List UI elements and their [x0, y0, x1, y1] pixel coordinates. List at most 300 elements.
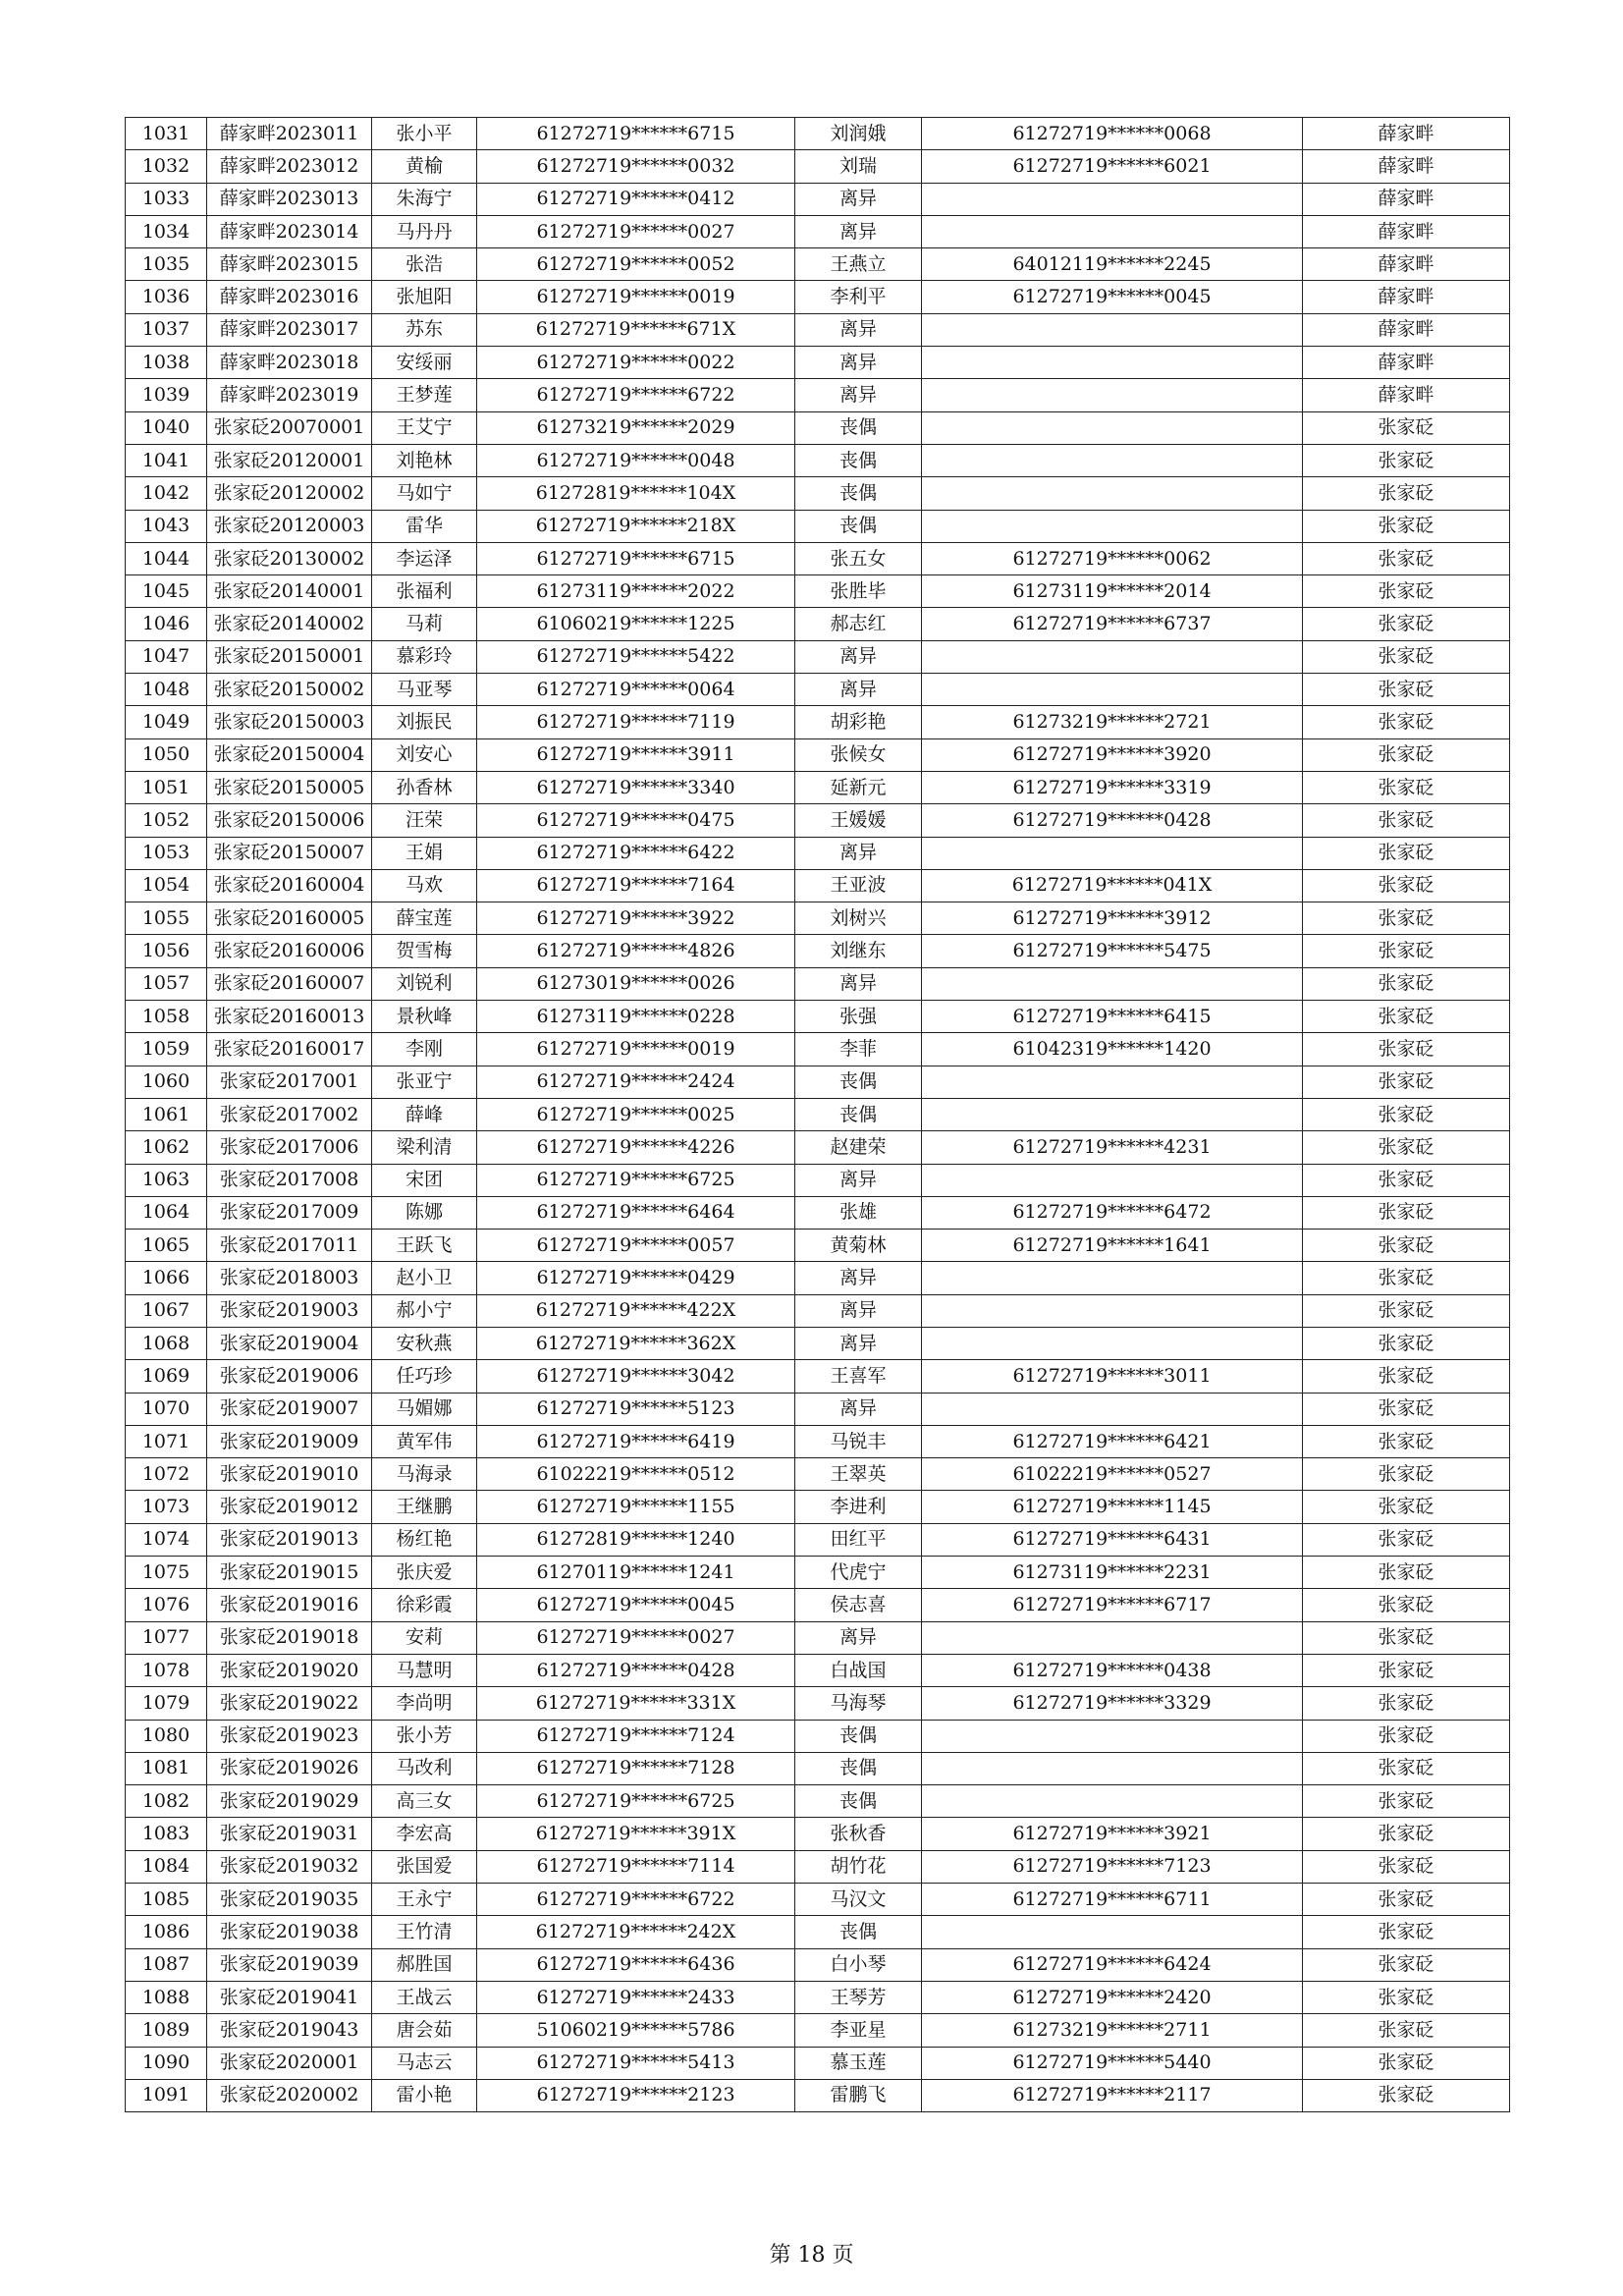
- household-code-cell: 张家砭2019026: [207, 1752, 372, 1784]
- applicant-name-cell: 李运泽: [372, 542, 477, 574]
- village-name-cell: 张家砭: [1303, 935, 1510, 967]
- spouse-name-cell: 离异: [795, 379, 922, 411]
- applicant-name-cell: 刘安心: [372, 738, 477, 771]
- spouse-name-cell: 张雄: [795, 1196, 922, 1229]
- table-row: [126, 1981, 1510, 2013]
- household-code-cell: 张家砭2019018: [207, 1621, 372, 1654]
- household-code-cell: 薛家畔2023014: [207, 215, 372, 247]
- spouse-id-cell: 61272719******6415: [922, 1001, 1303, 1033]
- household-code-cell: 张家砭20140002: [207, 608, 372, 640]
- household-code-cell: 张家砭2020002: [207, 2079, 372, 2111]
- spouse-name-cell: 丧偶: [795, 1785, 922, 1818]
- applicant-id-cell: 51060219******5786: [477, 2014, 795, 2047]
- village-name-cell: 张家砭: [1303, 1720, 1510, 1752]
- applicant-id-cell: 61272719******0019: [477, 281, 795, 313]
- household-code-cell: 张家砭20160017: [207, 1033, 372, 1066]
- spouse-name-cell: 离异: [795, 640, 922, 673]
- village-name-cell: 张家砭: [1303, 1131, 1510, 1164]
- village-name-cell: 张家砭: [1303, 967, 1510, 1000]
- applicant-name-cell: 马媚娜: [372, 1393, 477, 1425]
- row-number-cell: 1046: [126, 608, 207, 640]
- village-name-cell: 张家砭: [1303, 411, 1510, 444]
- row-number-cell: 1040: [126, 411, 207, 444]
- spouse-id-cell: 61022219******0527: [922, 1458, 1303, 1491]
- household-code-cell: 张家砭2019035: [207, 1884, 372, 1916]
- spouse-name-cell: 王媛媛: [795, 804, 922, 837]
- applicant-id-cell: 61273019******0026: [477, 967, 795, 1000]
- applicant-id-cell: 61272719******0052: [477, 248, 795, 281]
- applicant-name-cell: 景秋峰: [372, 1001, 477, 1033]
- spouse-name-cell: 黄菊林: [795, 1230, 922, 1262]
- applicant-id-cell: 61272719******0022: [477, 347, 795, 379]
- spouse-name-cell: 张候女: [795, 738, 922, 771]
- village-name-cell: 薛家畔: [1303, 215, 1510, 247]
- applicant-name-cell: 黄军伟: [372, 1425, 477, 1457]
- applicant-id-cell: 61273119******2022: [477, 575, 795, 608]
- table-row: [126, 869, 1510, 902]
- applicant-name-cell: 赵小卫: [372, 1262, 477, 1294]
- household-code-cell: 薛家畔2023012: [207, 150, 372, 183]
- spouse-name-cell: 离异: [795, 215, 922, 247]
- village-name-cell: 张家砭: [1303, 837, 1510, 869]
- applicant-id-cell: 61272719******0429: [477, 1262, 795, 1294]
- applicant-name-cell: 马志云: [372, 2047, 477, 2079]
- row-number-cell: 1033: [126, 183, 207, 215]
- applicant-name-cell: 安莉: [372, 1621, 477, 1654]
- applicant-id-cell: 61272719******2433: [477, 1981, 795, 2013]
- applicant-id-cell: 61272819******1240: [477, 1523, 795, 1556]
- spouse-id-cell: [922, 411, 1303, 444]
- village-name-cell: 张家砭: [1303, 771, 1510, 803]
- table-row: [126, 1098, 1510, 1130]
- household-code-cell: 张家砭20150005: [207, 771, 372, 803]
- applicant-id-cell: 61060219******1225: [477, 608, 795, 640]
- spouse-name-cell: 离异: [795, 313, 922, 346]
- applicant-name-cell: 马亚琴: [372, 674, 477, 706]
- spouse-name-cell: 白战国: [795, 1654, 922, 1686]
- spouse-id-cell: [922, 640, 1303, 673]
- row-number-cell: 1089: [126, 2014, 207, 2047]
- spouse-name-cell: 王喜军: [795, 1360, 922, 1393]
- applicant-name-cell: 安秋燕: [372, 1327, 477, 1359]
- applicant-id-cell: 61272819******104X: [477, 477, 795, 510]
- row-number-cell: 1034: [126, 215, 207, 247]
- village-name-cell: 张家砭: [1303, 1785, 1510, 1818]
- household-code-cell: 张家砭2019013: [207, 1523, 372, 1556]
- applicant-id-cell: 61272719******5413: [477, 2047, 795, 2079]
- household-code-cell: 张家砭2019031: [207, 1818, 372, 1850]
- household-code-cell: 张家砭20120003: [207, 510, 372, 542]
- household-code-cell: 张家砭2019032: [207, 1850, 372, 1883]
- applicant-id-cell: 61272719******6419: [477, 1425, 795, 1457]
- village-name-cell: 薛家畔: [1303, 313, 1510, 346]
- spouse-name-cell: 离异: [795, 1294, 922, 1327]
- household-code-cell: 薛家畔2023019: [207, 379, 372, 411]
- household-code-cell: 张家砭20160007: [207, 967, 372, 1000]
- applicant-id-cell: 61272719******242X: [477, 1916, 795, 1948]
- household-code-cell: 薛家畔2023016: [207, 281, 372, 313]
- spouse-id-cell: [922, 510, 1303, 542]
- spouse-id-cell: 61272719******6421: [922, 1425, 1303, 1457]
- applicant-id-cell: 61272719******7114: [477, 1850, 795, 1883]
- village-name-cell: 张家砭: [1303, 1884, 1510, 1916]
- applicant-id-cell: 61272719******3340: [477, 771, 795, 803]
- spouse-id-cell: 61272719******6711: [922, 1884, 1303, 1916]
- table-row: [126, 281, 1510, 313]
- applicant-id-cell: 61272719******0428: [477, 1654, 795, 1686]
- row-number-cell: 1053: [126, 837, 207, 869]
- applicant-id-cell: 61272719******5422: [477, 640, 795, 673]
- records-table-body: [126, 118, 1510, 2112]
- spouse-name-cell: 李菲: [795, 1033, 922, 1066]
- table-row: [126, 1589, 1510, 1621]
- spouse-name-cell: 离异: [795, 837, 922, 869]
- applicant-id-cell: 61272719******671X: [477, 313, 795, 346]
- spouse-name-cell: 郝志红: [795, 608, 922, 640]
- applicant-name-cell: 马改利: [372, 1752, 477, 1784]
- spouse-id-cell: [922, 1066, 1303, 1098]
- spouse-id-cell: 61042319******1420: [922, 1033, 1303, 1066]
- village-name-cell: 张家砭: [1303, 1360, 1510, 1393]
- village-name-cell: 张家砭: [1303, 1230, 1510, 1262]
- row-number-cell: 1088: [126, 1981, 207, 2013]
- household-code-cell: 薛家畔2023013: [207, 183, 372, 215]
- village-name-cell: 张家砭: [1303, 804, 1510, 837]
- applicant-id-cell: 61272719******331X: [477, 1687, 795, 1720]
- village-name-cell: 张家砭: [1303, 542, 1510, 574]
- row-number-cell: 1078: [126, 1654, 207, 1686]
- spouse-name-cell: 离异: [795, 183, 922, 215]
- spouse-id-cell: 61272719******0438: [922, 1654, 1303, 1686]
- applicant-name-cell: 张浩: [372, 248, 477, 281]
- applicant-id-cell: 61272719******7128: [477, 1752, 795, 1784]
- row-number-cell: 1067: [126, 1294, 207, 1327]
- row-number-cell: 1071: [126, 1425, 207, 1457]
- row-number-cell: 1031: [126, 118, 207, 150]
- table-row: [126, 477, 1510, 510]
- applicant-id-cell: 61272719******0027: [477, 1621, 795, 1654]
- row-number-cell: 1084: [126, 1850, 207, 1883]
- table-row: [126, 379, 1510, 411]
- spouse-name-cell: 丧偶: [795, 510, 922, 542]
- village-name-cell: 张家砭: [1303, 1327, 1510, 1359]
- table-row: [126, 1196, 1510, 1229]
- spouse-name-cell: 田红平: [795, 1523, 922, 1556]
- village-name-cell: 张家砭: [1303, 1098, 1510, 1130]
- spouse-id-cell: [922, 183, 1303, 215]
- applicant-id-cell: 61272719******7119: [477, 706, 795, 738]
- table-row: [126, 837, 1510, 869]
- household-code-cell: 张家砭2019029: [207, 1785, 372, 1818]
- spouse-name-cell: 丧偶: [795, 1098, 922, 1130]
- spouse-id-cell: 61273119******2014: [922, 575, 1303, 608]
- village-name-cell: 薛家畔: [1303, 118, 1510, 150]
- household-code-cell: 张家砭20140001: [207, 575, 372, 608]
- applicant-id-cell: 61272719******4826: [477, 935, 795, 967]
- row-number-cell: 1072: [126, 1458, 207, 1491]
- village-name-cell: 张家砭: [1303, 1981, 1510, 2013]
- village-name-cell: 张家砭: [1303, 1687, 1510, 1720]
- village-name-cell: 薛家畔: [1303, 379, 1510, 411]
- spouse-id-cell: [922, 347, 1303, 379]
- applicant-id-cell: 61272719******6725: [477, 1164, 795, 1196]
- household-code-cell: 薛家畔2023017: [207, 313, 372, 346]
- row-number-cell: 1043: [126, 510, 207, 542]
- table-row: [126, 1458, 1510, 1491]
- row-number-cell: 1070: [126, 1393, 207, 1425]
- row-number-cell: 1039: [126, 379, 207, 411]
- spouse-id-cell: 61272719******6472: [922, 1196, 1303, 1229]
- row-number-cell: 1080: [126, 1720, 207, 1752]
- applicant-name-cell: 高三女: [372, 1785, 477, 1818]
- applicant-name-cell: 汪荣: [372, 804, 477, 837]
- table-row: [126, 1785, 1510, 1818]
- row-number-cell: 1076: [126, 1589, 207, 1621]
- applicant-name-cell: 王永宁: [372, 1884, 477, 1916]
- table-row: [126, 1164, 1510, 1196]
- village-name-cell: 张家砭: [1303, 1850, 1510, 1883]
- village-name-cell: 张家砭: [1303, 1196, 1510, 1229]
- table-row: [126, 674, 1510, 706]
- spouse-id-cell: 61273219******2711: [922, 2014, 1303, 2047]
- row-number-cell: 1052: [126, 804, 207, 837]
- household-code-cell: 张家砭2018003: [207, 1262, 372, 1294]
- applicant-name-cell: 马丹丹: [372, 215, 477, 247]
- spouse-name-cell: 雷鹏飞: [795, 2079, 922, 2111]
- spouse-id-cell: [922, 1327, 1303, 1359]
- row-number-cell: 1064: [126, 1196, 207, 1229]
- table-row: [126, 1557, 1510, 1589]
- spouse-id-cell: 61272719******041X: [922, 869, 1303, 902]
- applicant-name-cell: 刘振民: [372, 706, 477, 738]
- table-row: [126, 1066, 1510, 1098]
- household-code-cell: 张家砭20150002: [207, 674, 372, 706]
- applicant-id-cell: 61272719******0048: [477, 444, 795, 476]
- spouse-name-cell: 张五女: [795, 542, 922, 574]
- spouse-name-cell: 马汉文: [795, 1884, 922, 1916]
- row-number-cell: 1037: [126, 313, 207, 346]
- row-number-cell: 1085: [126, 1884, 207, 1916]
- household-code-cell: 张家砭2019023: [207, 1720, 372, 1752]
- spouse-id-cell: [922, 1916, 1303, 1948]
- applicant-id-cell: 61272719******0027: [477, 215, 795, 247]
- row-number-cell: 1082: [126, 1785, 207, 1818]
- household-code-cell: 张家砭20070001: [207, 411, 372, 444]
- table-row: [126, 1294, 1510, 1327]
- spouse-id-cell: 61273219******2721: [922, 706, 1303, 738]
- applicant-id-cell: 61272719******6715: [477, 118, 795, 150]
- table-row: [126, 1491, 1510, 1523]
- spouse-id-cell: [922, 1752, 1303, 1784]
- applicant-name-cell: 马海录: [372, 1458, 477, 1491]
- village-name-cell: 张家砭: [1303, 575, 1510, 608]
- row-number-cell: 1065: [126, 1230, 207, 1262]
- village-name-cell: 张家砭: [1303, 444, 1510, 476]
- applicant-id-cell: 61273119******0228: [477, 1001, 795, 1033]
- spouse-id-cell: 61272719******2420: [922, 1981, 1303, 2013]
- applicant-name-cell: 张国爱: [372, 1850, 477, 1883]
- spouse-name-cell: 刘润娥: [795, 118, 922, 150]
- row-number-cell: 1063: [126, 1164, 207, 1196]
- applicant-name-cell: 薛宝莲: [372, 902, 477, 935]
- applicant-name-cell: 李刚: [372, 1033, 477, 1066]
- household-code-cell: 张家砭2017002: [207, 1098, 372, 1130]
- spouse-id-cell: [922, 477, 1303, 510]
- row-number-cell: 1056: [126, 935, 207, 967]
- table-row: [126, 1752, 1510, 1784]
- household-code-cell: 张家砭2019009: [207, 1425, 372, 1457]
- applicant-id-cell: 61272719******0045: [477, 1589, 795, 1621]
- household-code-cell: 张家砭2017008: [207, 1164, 372, 1196]
- household-code-cell: 张家砭20150003: [207, 706, 372, 738]
- village-name-cell: 薛家畔: [1303, 281, 1510, 313]
- row-number-cell: 1091: [126, 2079, 207, 2111]
- spouse-id-cell: 61272719******6737: [922, 608, 1303, 640]
- household-code-cell: 张家砭20150001: [207, 640, 372, 673]
- applicant-name-cell: 徐彩霞: [372, 1589, 477, 1621]
- row-number-cell: 1068: [126, 1327, 207, 1359]
- household-code-cell: 张家砭20160006: [207, 935, 372, 967]
- spouse-name-cell: 离异: [795, 1262, 922, 1294]
- village-name-cell: 张家砭: [1303, 706, 1510, 738]
- applicant-name-cell: 王梦莲: [372, 379, 477, 411]
- household-code-cell: 张家砭20120001: [207, 444, 372, 476]
- applicant-name-cell: 宋团: [372, 1164, 477, 1196]
- row-number-cell: 1090: [126, 2047, 207, 2079]
- row-number-cell: 1050: [126, 738, 207, 771]
- row-number-cell: 1049: [126, 706, 207, 738]
- spouse-id-cell: [922, 1098, 1303, 1130]
- table-row: [126, 1720, 1510, 1752]
- village-name-cell: 薛家畔: [1303, 347, 1510, 379]
- row-number-cell: 1047: [126, 640, 207, 673]
- household-code-cell: 张家砭2019039: [207, 1948, 372, 1981]
- table-row: [126, 967, 1510, 1000]
- applicant-id-cell: 61272719******0475: [477, 804, 795, 837]
- household-code-cell: 张家砭20160005: [207, 902, 372, 935]
- applicant-name-cell: 王娟: [372, 837, 477, 869]
- table-row: [126, 1360, 1510, 1393]
- spouse-id-cell: 61272719******3920: [922, 738, 1303, 771]
- table-row: [126, 1523, 1510, 1556]
- applicant-id-cell: 61272719******3911: [477, 738, 795, 771]
- village-name-cell: 张家砭: [1303, 869, 1510, 902]
- spouse-id-cell: 61272719******7123: [922, 1850, 1303, 1883]
- village-name-cell: 张家砭: [1303, 1425, 1510, 1457]
- household-code-cell: 张家砭20160004: [207, 869, 372, 902]
- applicant-id-cell: 61272719******0412: [477, 183, 795, 215]
- applicant-name-cell: 张庆爱: [372, 1557, 477, 1589]
- spouse-id-cell: 61272719******0045: [922, 281, 1303, 313]
- row-number-cell: 1041: [126, 444, 207, 476]
- applicant-name-cell: 王竹清: [372, 1916, 477, 1948]
- applicant-id-cell: 61272719******7164: [477, 869, 795, 902]
- village-name-cell: 薛家畔: [1303, 183, 1510, 215]
- applicant-name-cell: 马欢: [372, 869, 477, 902]
- applicant-id-cell: 61272719******362X: [477, 1327, 795, 1359]
- spouse-id-cell: [922, 1720, 1303, 1752]
- village-name-cell: 张家砭: [1303, 1654, 1510, 1686]
- applicant-id-cell: 61272719******2123: [477, 2079, 795, 2111]
- spouse-name-cell: 离异: [795, 967, 922, 1000]
- row-number-cell: 1055: [126, 902, 207, 935]
- applicant-id-cell: 61272719******1155: [477, 1491, 795, 1523]
- table-row: [126, 542, 1510, 574]
- row-number-cell: 1032: [126, 150, 207, 183]
- spouse-id-cell: 64012119******2245: [922, 248, 1303, 281]
- applicant-name-cell: 朱海宁: [372, 183, 477, 215]
- row-number-cell: 1086: [126, 1916, 207, 1948]
- village-name-cell: 张家砭: [1303, 1818, 1510, 1850]
- row-number-cell: 1042: [126, 477, 207, 510]
- village-name-cell: 张家砭: [1303, 477, 1510, 510]
- spouse-name-cell: 马海琴: [795, 1687, 922, 1720]
- table-row: [126, 2014, 1510, 2047]
- spouse-name-cell: 丧偶: [795, 477, 922, 510]
- village-name-cell: 张家砭: [1303, 1033, 1510, 1066]
- spouse-name-cell: 胡竹花: [795, 1850, 922, 1883]
- table-row: [126, 2079, 1510, 2111]
- spouse-id-cell: 61272719******3011: [922, 1360, 1303, 1393]
- applicant-name-cell: 王跃飞: [372, 1230, 477, 1262]
- row-number-cell: 1081: [126, 1752, 207, 1784]
- applicant-name-cell: 王战云: [372, 1981, 477, 2013]
- household-code-cell: 张家砭2019038: [207, 1916, 372, 1948]
- spouse-name-cell: 代虎宁: [795, 1557, 922, 1589]
- spouse-name-cell: 离异: [795, 674, 922, 706]
- applicant-id-cell: 61272719******7124: [477, 1720, 795, 1752]
- applicant-name-cell: 刘锐利: [372, 967, 477, 1000]
- spouse-name-cell: 丧偶: [795, 1752, 922, 1784]
- applicant-id-cell: 61272719******6422: [477, 837, 795, 869]
- village-name-cell: 薛家畔: [1303, 248, 1510, 281]
- table-row: [126, 1262, 1510, 1294]
- village-name-cell: 张家砭: [1303, 1066, 1510, 1098]
- applicant-name-cell: 李宏高: [372, 1818, 477, 1850]
- village-name-cell: 张家砭: [1303, 510, 1510, 542]
- spouse-name-cell: 刘瑞: [795, 150, 922, 183]
- household-code-cell: 张家砭20150007: [207, 837, 372, 869]
- applicant-id-cell: 61272719******4226: [477, 1131, 795, 1164]
- row-number-cell: 1061: [126, 1098, 207, 1130]
- applicant-name-cell: 马如宁: [372, 477, 477, 510]
- household-code-cell: 张家砭2019010: [207, 1458, 372, 1491]
- row-number-cell: 1066: [126, 1262, 207, 1294]
- applicant-name-cell: 慕彩玲: [372, 640, 477, 673]
- spouse-id-cell: [922, 1621, 1303, 1654]
- spouse-name-cell: 延新元: [795, 771, 922, 803]
- applicant-id-cell: 61272719******6436: [477, 1948, 795, 1981]
- spouse-name-cell: 王琴芳: [795, 1981, 922, 2013]
- table-row: [126, 118, 1510, 150]
- table-row: [126, 248, 1510, 281]
- village-name-cell: 张家砭: [1303, 1393, 1510, 1425]
- table-row: [126, 1916, 1510, 1948]
- applicant-name-cell: 雷小艳: [372, 2079, 477, 2111]
- spouse-name-cell: 丧偶: [795, 411, 922, 444]
- spouse-name-cell: 赵建荣: [795, 1131, 922, 1164]
- table-row: [126, 902, 1510, 935]
- village-name-cell: 张家砭: [1303, 2047, 1510, 2079]
- spouse-id-cell: 61272719******0062: [922, 542, 1303, 574]
- applicant-name-cell: 张小平: [372, 118, 477, 150]
- spouse-id-cell: [922, 313, 1303, 346]
- applicant-name-cell: 陈娜: [372, 1196, 477, 1229]
- row-number-cell: 1074: [126, 1523, 207, 1556]
- spouse-id-cell: 61272719******6431: [922, 1523, 1303, 1556]
- applicant-id-cell: 61272719******6715: [477, 542, 795, 574]
- spouse-id-cell: 61272719******3921: [922, 1818, 1303, 1850]
